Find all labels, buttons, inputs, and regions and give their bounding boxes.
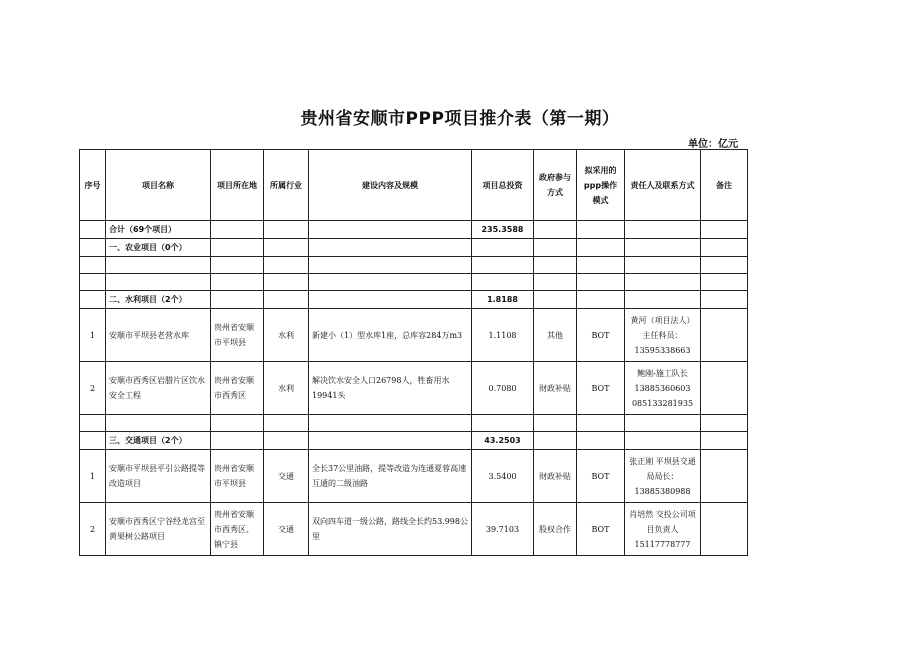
cell-name: 安顺市西秀区岩腊片区饮水安全工程 [106, 362, 211, 415]
cell-mode: BOT [577, 450, 625, 503]
header-row [80, 150, 748, 221]
section-investment: 1.8188 [472, 291, 534, 309]
cell-content: 新建小（1）型水库1座，总库容284万m3 [309, 309, 472, 362]
total-label: 合计（69个项目） [106, 221, 211, 239]
cell-contact: 鲍刚-施工队长13885360603 085133281935 [625, 362, 701, 415]
ppp-project-table [79, 149, 748, 556]
cell-name: 安顺市平坝县平引公路提等改造项目 [106, 450, 211, 503]
cell-content: 解决饮水安全人口26798人，牲畜用水19941头 [309, 362, 472, 415]
cell-industry: 水利 [264, 309, 309, 362]
section-label: 三、交通项目（2个） [106, 432, 211, 450]
cell-contact: 黄河（项目法人）主任科员：13595338663 [625, 309, 701, 362]
cell-industry: 交通 [264, 450, 309, 503]
header-investment: 项目总投资 [472, 150, 534, 221]
header-name: 项目名称 [106, 150, 211, 221]
cell-name: 安顺市平坝县老营水库 [106, 309, 211, 362]
cell-industry: 交通 [264, 503, 309, 556]
cell-investment: 0.7080 [472, 362, 534, 415]
section-investment: 43.2503 [472, 432, 534, 450]
blank-row [80, 274, 748, 291]
total-investment: 235.3588 [472, 221, 534, 239]
cell-investment: 39.7103 [472, 503, 534, 556]
header-content: 建设内容及规模 [309, 150, 472, 221]
cell-gov: 财政补贴 [534, 450, 577, 503]
header-industry: 所属行业 [264, 150, 309, 221]
cell-contact: 张正刚 平坝县交通局局长：13885380988 [625, 450, 701, 503]
unit-label: 单位：亿元 [688, 139, 738, 150]
header-contact: 责任人及联系方式 [625, 150, 701, 221]
section-label: 一、农业项目（0个） [106, 239, 211, 257]
cell-gov: 股权合作 [534, 503, 577, 556]
cell-mode: BOT [577, 362, 625, 415]
page-title: 贵州省安顺市PPP项目推介表（第一期） [300, 109, 620, 129]
cell-industry: 水利 [264, 362, 309, 415]
cell-contact: 肖培然 交投公司项目负责人15117778777 [625, 503, 701, 556]
cell-seq: 1 [80, 450, 106, 503]
table-row [80, 503, 748, 556]
cell-content: 全长37公里油路，提等改造为连通夏蓉高速互通的二级油路 [309, 450, 472, 503]
section-row-water [80, 291, 748, 309]
cell-content: 双向四车道一级公路，路线全长约53.998公里 [309, 503, 472, 556]
blank-row [80, 415, 748, 432]
table-row [80, 362, 748, 415]
header-gov: 政府参与方式 [534, 150, 577, 221]
header-seq: 序号 [80, 150, 106, 221]
cell-gov: 其他 [534, 309, 577, 362]
cell-location: 贵州省安顺市平坝县 [211, 309, 264, 362]
cell-seq: 1 [80, 309, 106, 362]
cell-gov: 财政补贴 [534, 362, 577, 415]
header-mode: 拟采用的ppp操作模式 [577, 150, 625, 221]
cell-investment: 3.5400 [472, 450, 534, 503]
header-location: 项目所在地 [211, 150, 264, 221]
cell-investment: 1.1108 [472, 309, 534, 362]
table-row [80, 309, 748, 362]
section-row-agriculture [80, 239, 748, 257]
header-remark: 备注 [701, 150, 748, 221]
cell-seq: 2 [80, 362, 106, 415]
section-label: 二、水利项目（2个） [106, 291, 211, 309]
blank-row [80, 257, 748, 274]
cell-mode: BOT [577, 309, 625, 362]
cell-mode: BOT [577, 503, 625, 556]
section-row-traffic [80, 432, 748, 450]
table-row [80, 450, 748, 503]
cell-location: 贵州省安顺市西秀区、镇宁县 [211, 503, 264, 556]
cell-location: 贵州省安顺市平坝县 [211, 450, 264, 503]
cell-seq: 2 [80, 503, 106, 556]
total-row [80, 221, 748, 239]
cell-location: 贵州省安顺市西秀区 [211, 362, 264, 415]
cell-name: 安顺市西秀区宁谷经龙宫至黄果树公路项目 [106, 503, 211, 556]
